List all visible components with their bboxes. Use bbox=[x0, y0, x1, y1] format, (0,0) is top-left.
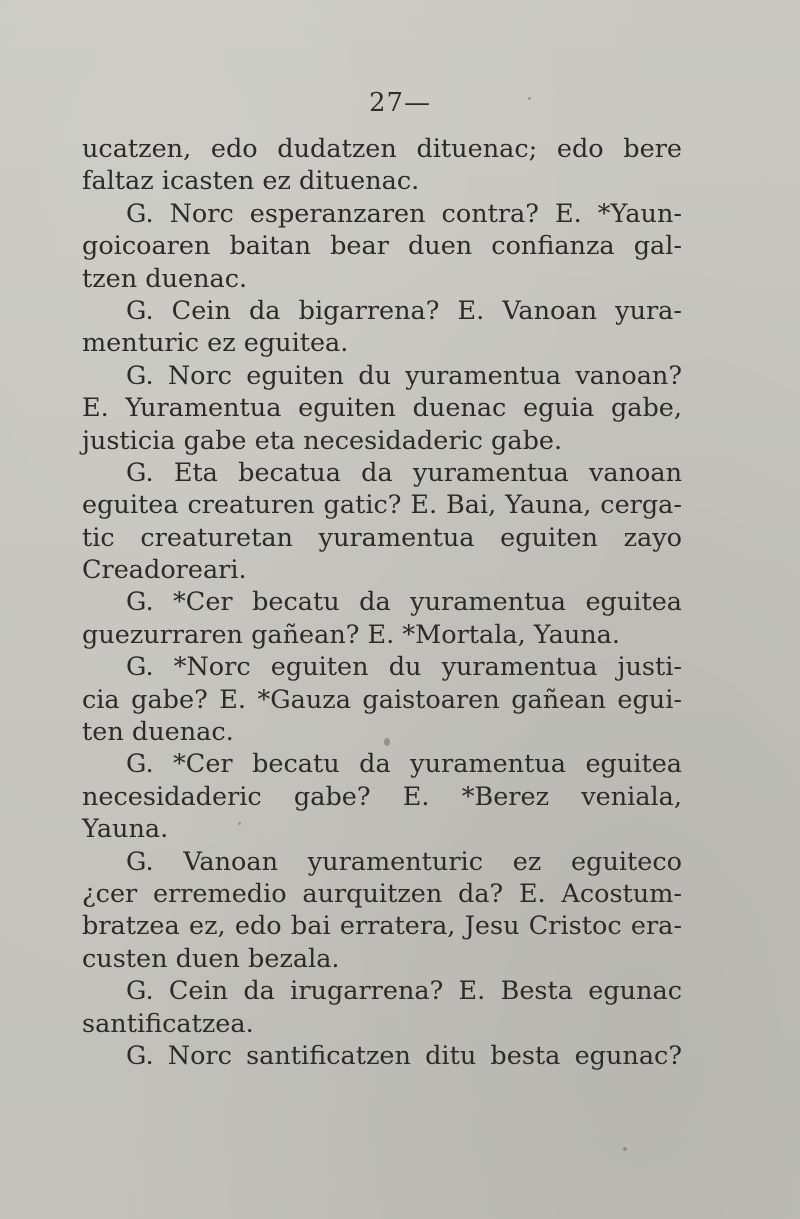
body-text bbox=[82, 133, 682, 1072]
text-line: G. Cein da irugarrena? E. Besta egunac bbox=[126, 976, 682, 1007]
text-line: faltaz icasten ez dituenac. bbox=[82, 166, 420, 197]
text-line: menturic ez eguitea. bbox=[82, 328, 349, 359]
text-line: santificatzea. bbox=[82, 1008, 254, 1039]
text-line: ¿cer erremedio aurquitzen da? E. Acostum- bbox=[82, 878, 682, 909]
text-line: goicoaren baitan bear duen confianza gal- bbox=[82, 231, 682, 262]
text-line: G. Norc eguiten du yuramentua vanoan? bbox=[126, 360, 682, 391]
text-line: eguitea creaturen gatic? E. Bai, Yauna, cerga- bbox=[82, 490, 682, 521]
text-line: tic creaturetan yuramentua eguiten zayo bbox=[82, 522, 682, 553]
paper-speck bbox=[623, 1147, 627, 1151]
text-line: E. Yuramentua eguiten duenac eguia gabe, bbox=[82, 393, 682, 424]
text-line: G. *Cer becatu da yuramentua eguitea bbox=[126, 749, 682, 780]
text-line: cia gabe? E. *Gauza gaistoaren gañean egui- bbox=[82, 684, 682, 715]
text-line: ucatzen, edo dudatzen dituenac; edo bere bbox=[82, 134, 682, 164]
text-line: G. *Norc eguiten du yuramentua justi- bbox=[126, 652, 682, 683]
text-line: G. Eta becatua da yuramentua vanoan bbox=[126, 457, 682, 488]
text-line: bratzea ez, edo bai erratera, Jesu Cristoc era- bbox=[82, 911, 682, 942]
text-line: Yauna. bbox=[82, 814, 169, 845]
text-line: tzen duenac. bbox=[82, 263, 248, 294]
text-line: G. Norc santificatzen ditu besta egunac? bbox=[126, 1040, 682, 1071]
text-line: necesidaderic gabe? E. *Berez veniala, bbox=[82, 781, 682, 812]
text-line: justicia gabe eta necesidaderic gabe. bbox=[82, 425, 563, 456]
paper-speck bbox=[238, 822, 241, 825]
text-line: custen duen bezala. bbox=[82, 943, 340, 974]
page-number: 27— bbox=[368, 88, 432, 118]
text-line: G. Cein da bigarrena? E. Vanoan yura- bbox=[126, 295, 682, 326]
text-line: G. Norc esperanzaren contra? E. *Yaun- bbox=[126, 198, 682, 229]
paper-speck bbox=[384, 738, 390, 746]
text-line: ten duenac. bbox=[82, 717, 234, 748]
paper-speck bbox=[528, 97, 531, 100]
text-line: guezurraren gañean? E. *Mortala, Yauna. bbox=[82, 619, 620, 650]
text-line: Creadoreari. bbox=[82, 555, 247, 586]
text-line: G. *Cer becatu da yuramentua eguitea bbox=[126, 587, 682, 618]
text-line: G. Vanoan yuramenturic ez eguiteco bbox=[126, 846, 682, 877]
